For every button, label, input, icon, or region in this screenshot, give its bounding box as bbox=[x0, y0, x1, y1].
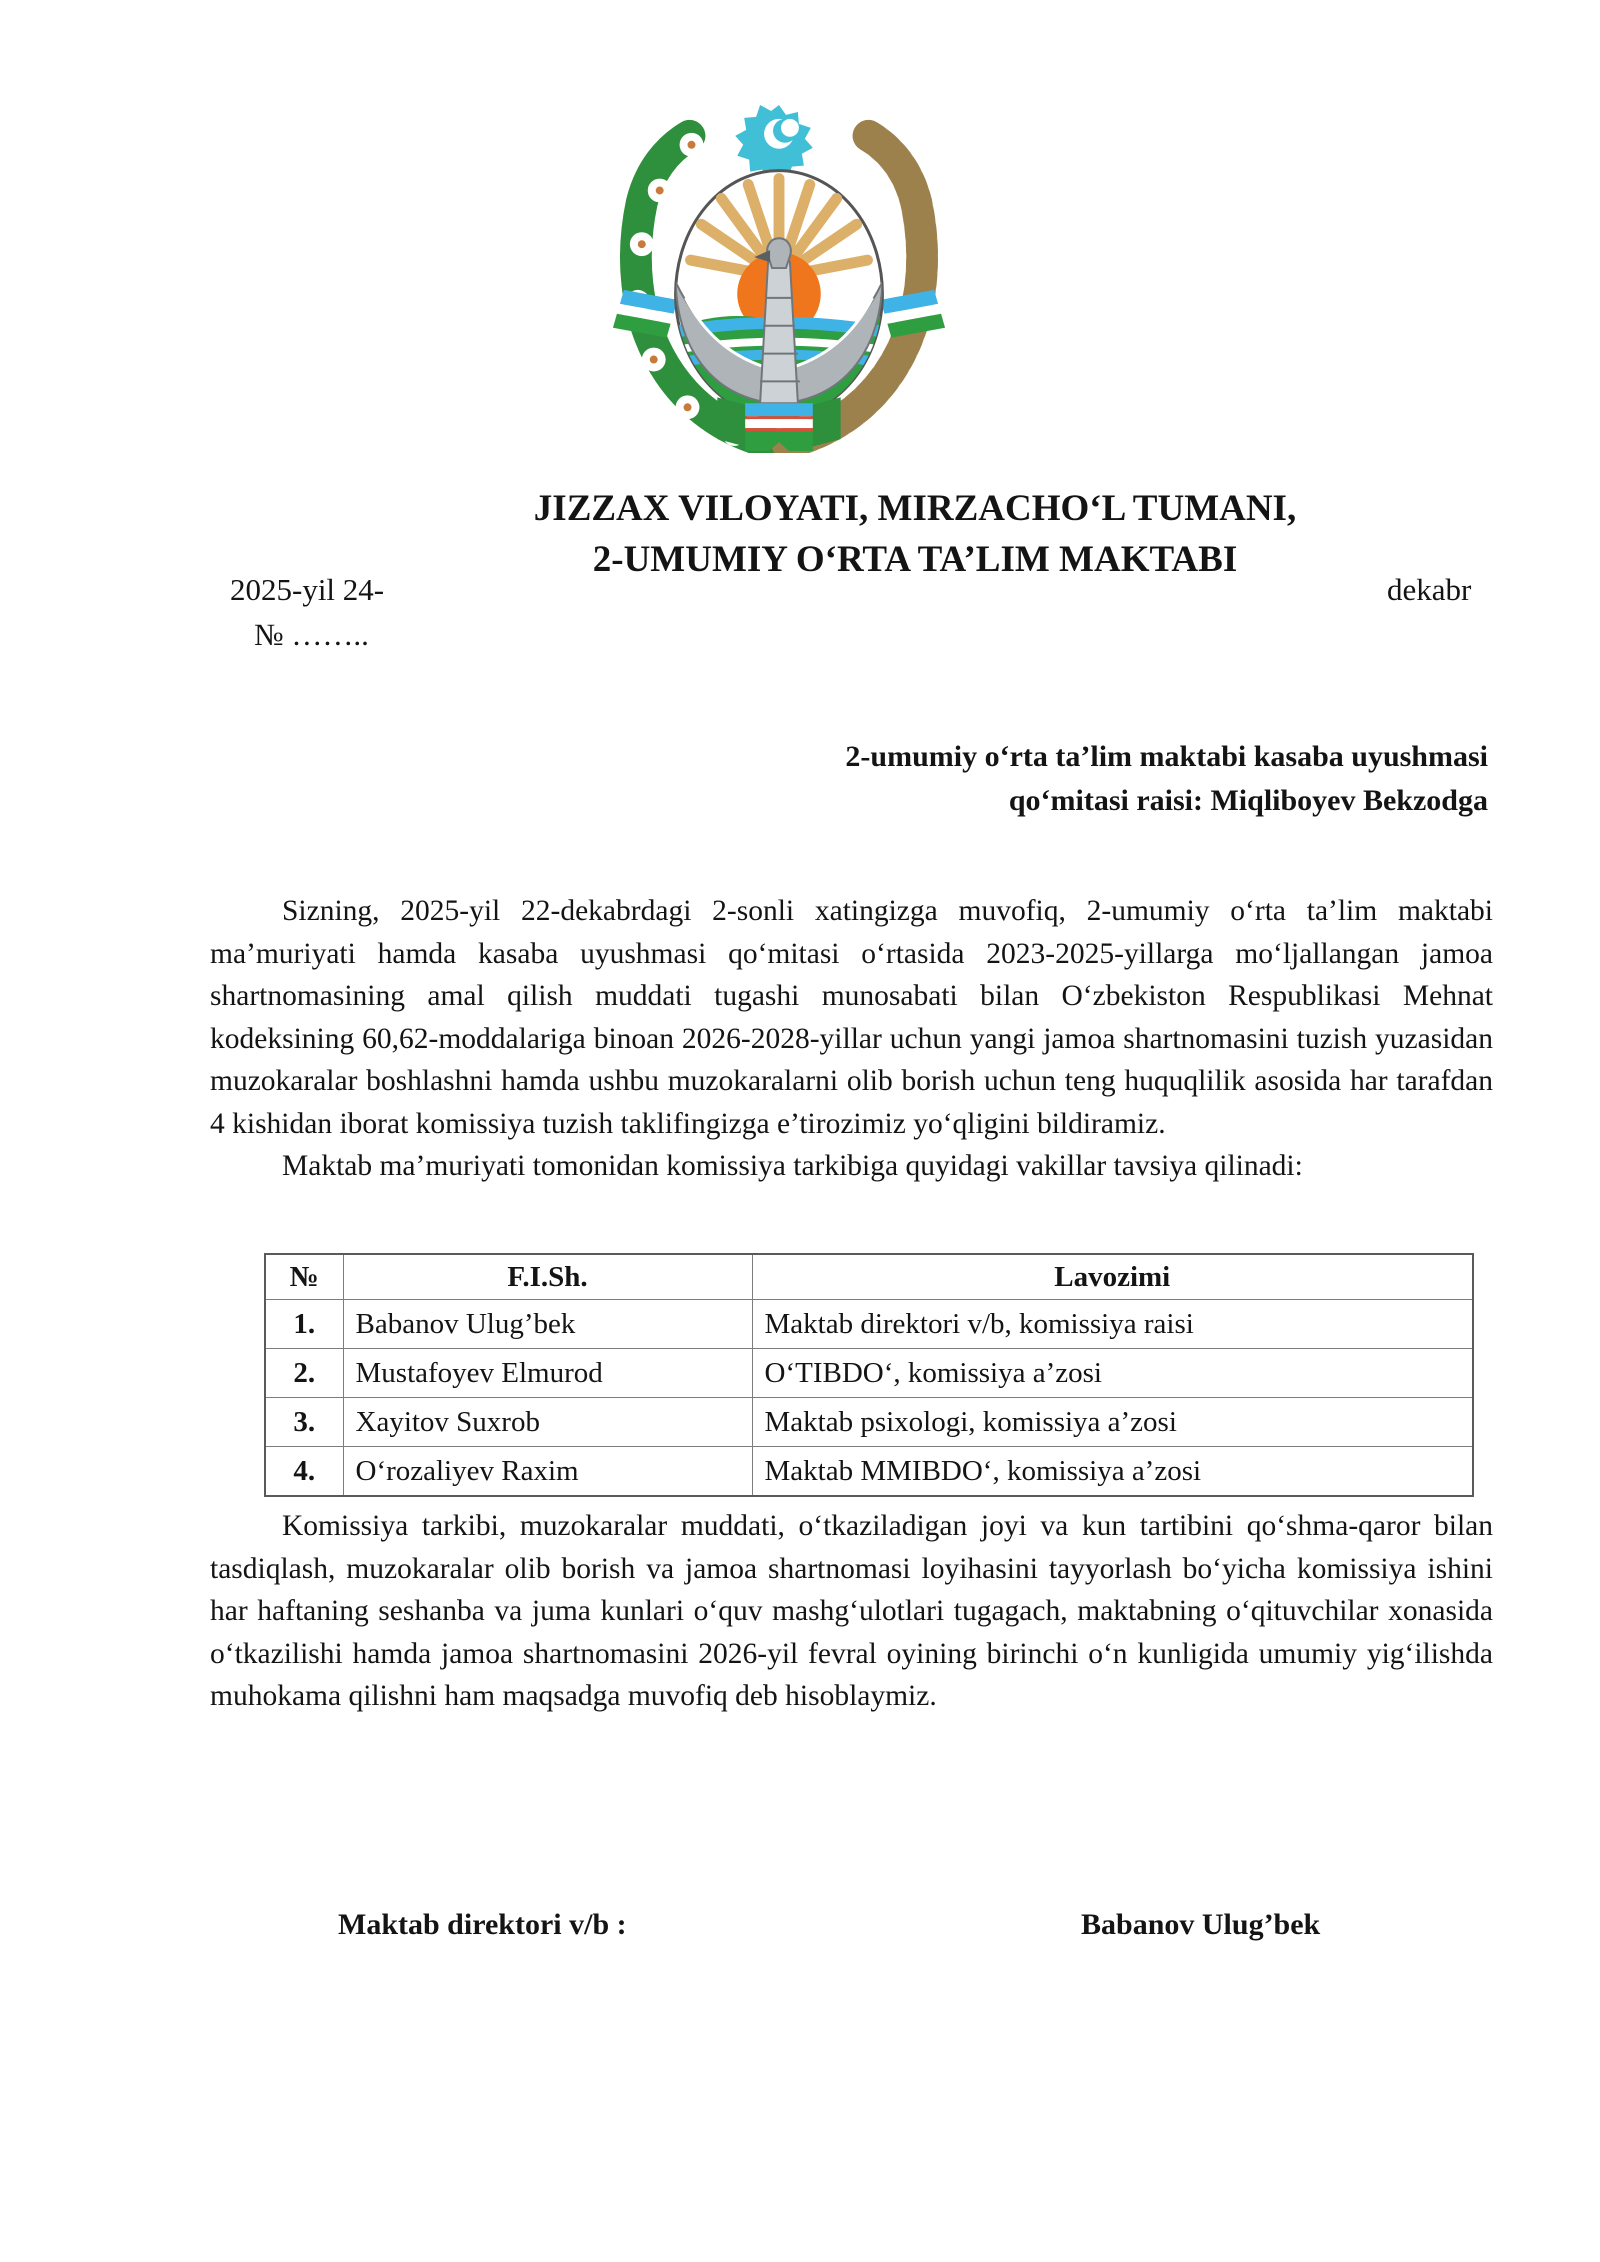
row-position: Maktab psixologi, komissiya a’zosi bbox=[752, 1398, 1473, 1447]
body-text-block-1 bbox=[210, 890, 1493, 1188]
number-line: № …….. bbox=[254, 617, 369, 652]
row-position: O‘TIBDO‘, komissiya a’zosi bbox=[752, 1349, 1473, 1398]
addressee-block bbox=[845, 735, 1488, 823]
table-header-row bbox=[265, 1254, 1473, 1300]
uzbekistan-state-emblem-icon bbox=[590, 103, 968, 453]
header-name: F.I.Sh. bbox=[343, 1254, 752, 1300]
row-position: Maktab MMIBDO‘, komissiya a’zosi bbox=[752, 1447, 1473, 1497]
flag-ribbon-right-icon bbox=[880, 290, 945, 338]
row-name: Xayitov Suxrob bbox=[343, 1398, 752, 1447]
paragraph-1: Sizning, 2025-yil 22-dekabrdagi 2-sonli xatingizga muvofiq, 2-umumiy o‘rta ta’lim maktabi ma’muriyati hamda kasaba uyushmasi qo‘mitasi o‘rtasida 2023-2025-yillarga mo‘ljallangan jamoa shartnomasining amal qilish muddati tugashi munosabati bilan O‘zbekiston Respublikasi Mehnat kodeksining 60,62-moddalariga binoan 2026-2028-yillar uchun yangi jamoa shartnomasini tuzish yuzasidan muzokaralar boshlashni hamda ushbu muzokaralarni olib borish uchun teng huquqlilik asosida har tarafdan 4 kishidan iborat komissiya tuzish taklifingizga e’tirozimiz yo‘qligini bildiramiz. bbox=[210, 895, 1493, 1140]
row-number: 1. bbox=[265, 1300, 343, 1349]
paragraph-3: Komissiya tarkibi, muzokaralar muddati, o‘tkaziladigan joyi va kun tartibini qo‘shma-qaror bilan tasdiqlash, muzokaralar olib borish va jamoa shartnomasi loyihasini tayyorlash bo‘yicha komissiya ishini har haftaning seshanba va juma kunlari o‘quv mashg‘ulotlari tugagach, maktabning o‘qituvchilar xonasida o‘tkazilishi hamda jamoa shartnomasini 2026-yil fevral oyining birinchi o‘n kunligida umumiy yig‘ilishda muhokama qilishni ham maqsadga muvofiq deb hisoblaymiz. bbox=[210, 1510, 1493, 1712]
month-label: dekabr bbox=[1387, 572, 1472, 607]
letterhead-title bbox=[230, 483, 1600, 585]
row-number: 3. bbox=[265, 1398, 343, 1447]
row-position: Maktab direktori v/b, komissiya raisi bbox=[752, 1300, 1473, 1349]
header-number: № bbox=[265, 1254, 343, 1300]
addressee-line2: qo‘mitasi raisi: Miqliboyev Bekzodga bbox=[1008, 784, 1488, 817]
letterhead-title-line1: JIZZAX VILOYATI, MIRZACHO‘L TUMANI, bbox=[533, 488, 1297, 529]
row-name: Babanov Ulug’bek bbox=[343, 1300, 752, 1349]
row-number: 4. bbox=[265, 1447, 343, 1497]
paragraph-2: Maktab ma’muriyati tomonidan komissiya tarkibiga quyidagi vakillar tavsiya qilinadi: bbox=[282, 1150, 1303, 1182]
date-line: 2025-yil 24- bbox=[230, 572, 385, 607]
table-row bbox=[265, 1398, 1473, 1447]
header-position: Lavozimi bbox=[752, 1254, 1473, 1300]
row-number: 2. bbox=[265, 1349, 343, 1398]
signature-name: Babanov Ulug’bek bbox=[1081, 1908, 1321, 1941]
table-row bbox=[265, 1447, 1473, 1497]
crescent-star-icon bbox=[735, 105, 813, 181]
flag-ribbon-left-icon bbox=[613, 290, 678, 338]
commission-table bbox=[264, 1253, 1474, 1497]
row-name: Mustafoyev Elmurod bbox=[343, 1349, 752, 1398]
signature-role: Maktab direktori v/b : bbox=[338, 1908, 627, 1941]
addressee-line1: 2-umumiy o‘rta ta’lim maktabi kasaba uyushmasi bbox=[845, 740, 1488, 773]
table-row bbox=[265, 1300, 1473, 1349]
row-name: O‘rozaliyev Raxim bbox=[343, 1447, 752, 1497]
body-text-block-2 bbox=[210, 1505, 1493, 1718]
letterhead-title-line2: 2-UMUMIY O‘RTA TA’LIM MAKTABI bbox=[592, 539, 1238, 580]
table-row bbox=[265, 1349, 1473, 1398]
